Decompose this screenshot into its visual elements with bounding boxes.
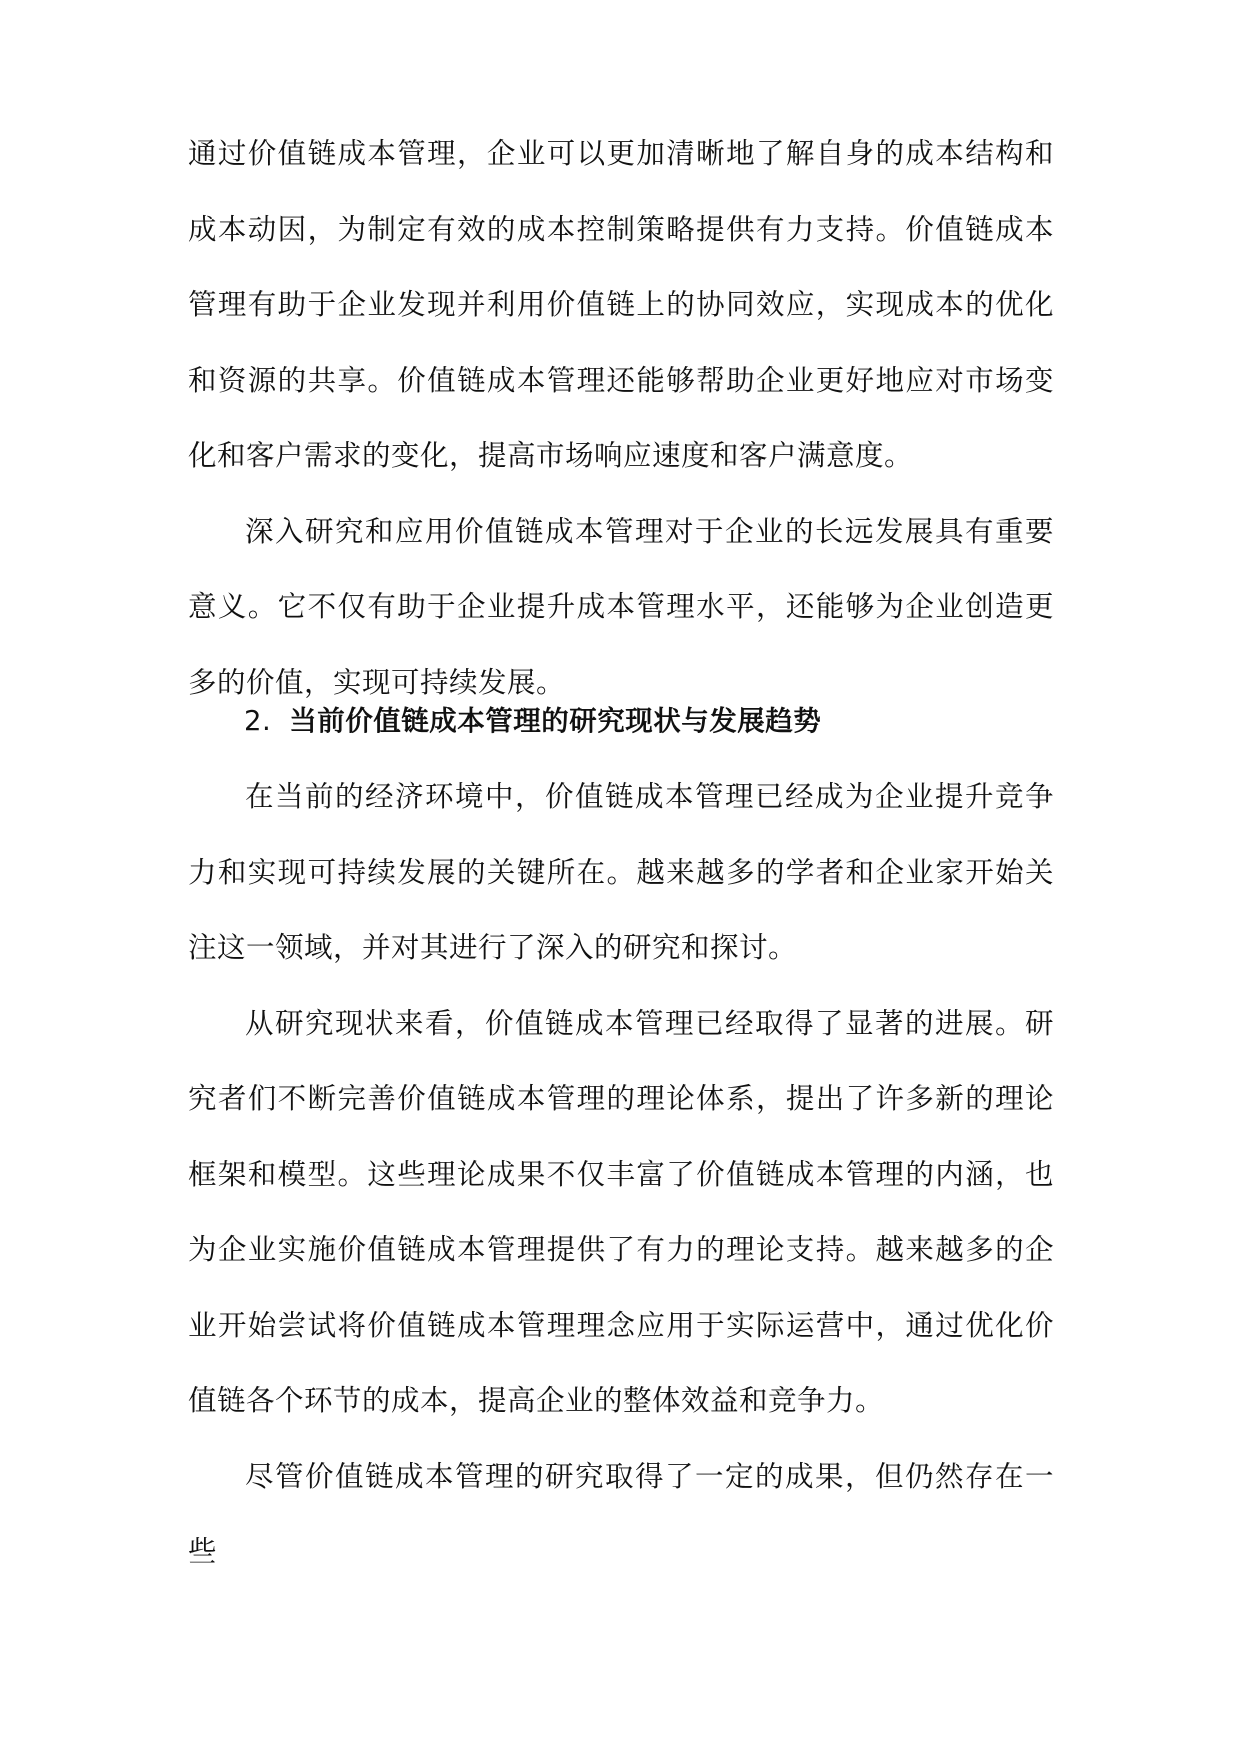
paragraph: 在当前的经济环境中，价值链成本管理已经成为企业提升竞争力和实现可持续发展的关键所在。越来越多的学者和企业家开始关注这一领域，并对其进行了深入的研究和探讨。: [188, 780, 1054, 964]
section-title: 当前价值链成本管理的研究现状与发展趋势: [289, 705, 822, 737]
section-heading: [244, 701, 1044, 741]
paragraph-continuation: 通过价值链成本管理，企业可以更加清晰地了解自身的成本结构和成本动因，为制定有效的成本控制策略提供有力支持。价值链成本管理有助于企业发现并利用价值链上的协同效应，实现成本的优化和资源的共享。价值链成本管理还能够帮助企业更好地应对市场变化和客户需求的变化，提高市场响应速度和客户满意度。: [188, 137, 1054, 472]
paragraph: 从研究现状来看，价值链成本管理已经取得了显著的进展。研究者们不断完善价值链成本管理的理论体系，提出了许多新的理论框架和模型。这些理论成果不仅丰富了价值链成本管理的内涵，也为企业实施价值链成本管理提供了有力的理论支持。越来越多的企业开始尝试将价值链成本管理理念应用于实际运营中，通过优化价值链各个环节的成本，提高企业的整体效益和竞争力。: [188, 1006, 1054, 1417]
paragraph: 深入研究和应用价值链成本管理对于企业的长远发展具有重要意义。它不仅有助于企业提升成本管理水平，还能够为企业创造更多的价值，实现可持续发展。: [188, 514, 1054, 699]
section-2-body: [188, 759, 1054, 1590]
section-1-body: [188, 116, 1054, 720]
section-number: 2.: [244, 705, 272, 737]
paragraph-cut-off: 尽管价值链成本管理的研究取得了一定的成果，但仍然存在一些: [188, 1459, 1054, 1568]
